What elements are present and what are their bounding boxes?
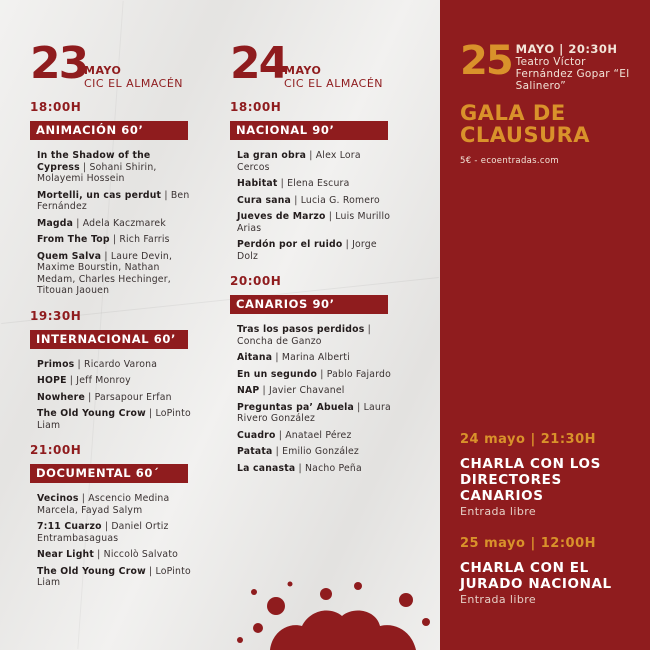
- film-entry: [237, 178, 395, 190]
- film-title: NAP: [237, 385, 260, 396]
- film-title: Preguntas pa’ Abuela: [237, 401, 355, 413]
- film-title: La gran obra: [237, 150, 307, 161]
- gala-venue: Teatro Víctor Fernández Gopar “El Salinero”: [515, 56, 630, 92]
- film-title: Primos: [37, 358, 75, 370]
- day-month: MAYO: [284, 64, 322, 77]
- session-time: 18:00H: [230, 100, 282, 114]
- sessions: [30, 100, 195, 589]
- film-entry: [237, 150, 395, 173]
- gala-ticket-info: 5€ - ecoentradas.com: [460, 156, 559, 166]
- film-entry: [237, 463, 395, 475]
- film-entry: [37, 566, 195, 589]
- film-entry: [237, 211, 395, 234]
- film-title: Perdón por el ruido: [237, 239, 343, 250]
- day-header: [230, 38, 395, 92]
- session-block: [230, 274, 395, 474]
- gala-title: GALA DE CLAUSURA: [460, 101, 591, 147]
- paint-splatter-decoration: [230, 570, 440, 650]
- film-entry: [237, 385, 395, 397]
- day-24-column: [230, 38, 395, 479]
- film-list: [237, 324, 395, 474]
- talk-directors: [460, 432, 640, 518]
- film-entry: [37, 375, 195, 387]
- film-entry: [37, 392, 195, 404]
- talk-title: CHARLA CON EL JURADO NACIONAL: [460, 560, 612, 592]
- section-bar: CANARIOS 90’: [230, 295, 388, 314]
- film-credit: | Ricardo Varona: [74, 358, 158, 370]
- film-entry: [237, 430, 395, 442]
- film-list: [237, 150, 395, 262]
- film-entry: [37, 408, 195, 431]
- film-credit: | Nacho Peña: [295, 462, 362, 474]
- day-venue: CIC EL ALMACÉN: [84, 77, 184, 90]
- film-credit: | Javier Chavanel: [259, 385, 345, 396]
- film-list: [37, 359, 195, 432]
- film-entry: [37, 251, 195, 297]
- session-block: [230, 100, 395, 262]
- film-entry: [237, 239, 395, 262]
- day-number: 24: [230, 38, 288, 89]
- film-title: The Old Young Crow: [37, 565, 146, 577]
- film-credit: | Rich Farris: [109, 234, 170, 245]
- film-credit: | Daniel Ortiz Entrambasaguas: [37, 521, 169, 544]
- film-credit: | Laura Rivero González: [237, 401, 391, 424]
- section-bar: DOCUMENTAL 60´: [30, 464, 188, 483]
- day-month: MAYO: [84, 64, 122, 77]
- film-credit: | Niccolò Salvato: [94, 549, 179, 560]
- film-credit: | Laure Devin, Maxime Bourstin, Nathan Medam, Charles Hechinger, Titouan Jaouen: [37, 250, 173, 296]
- film-credit: | Sohani Shirin, Molayemi Hossein: [37, 161, 157, 184]
- film-credit: | Emilio González: [272, 446, 359, 457]
- film-list: [37, 493, 195, 589]
- film-entry: [37, 359, 195, 371]
- film-credit: | Anatael Pérez: [275, 429, 352, 441]
- film-title: La canasta: [237, 462, 296, 474]
- section-bar: ANIMACIÓN 60’: [30, 121, 188, 140]
- sessions: [230, 100, 395, 474]
- film-entry: [237, 324, 395, 347]
- talk-entry: Entrada libre: [460, 593, 537, 606]
- film-entry: [37, 549, 195, 561]
- film-title: Vecinos: [37, 493, 79, 504]
- film-title: In the Shadow of the Cypress: [37, 150, 151, 173]
- talk-jury: [460, 536, 640, 606]
- film-credit: | Marina Alberti: [272, 352, 350, 363]
- film-credit: | Jeff Monroy: [66, 375, 131, 386]
- film-title: Jueves de Marzo: [237, 211, 326, 222]
- film-title: Patata: [237, 446, 273, 457]
- session-block: [30, 443, 195, 589]
- film-entry: [237, 352, 395, 364]
- film-credit: | LoPinto Liam: [37, 565, 191, 588]
- film-entry: [37, 150, 195, 185]
- gala-day-number: 25: [460, 38, 512, 84]
- film-title: En un segundo: [237, 368, 318, 380]
- film-list: [37, 150, 195, 297]
- film-credit: | Parsapour Erfan: [84, 391, 172, 403]
- film-title: Nowhere: [37, 391, 85, 403]
- film-entry: [237, 402, 395, 425]
- film-title: HOPE: [37, 375, 67, 386]
- session-time: 20:00H: [230, 274, 282, 288]
- film-credit: | Concha de Ganzo: [237, 324, 371, 347]
- film-credit: | Alex Lora Cercos: [237, 150, 361, 173]
- film-entry: [37, 218, 195, 230]
- section-bar: NACIONAL 90’: [230, 121, 388, 140]
- film-credit: | Luis Murillo Arias: [237, 211, 391, 234]
- film-entry: [37, 190, 195, 213]
- film-credit: | Jorge Dolz: [237, 239, 377, 262]
- film-entry: [237, 195, 395, 207]
- gala-block: [460, 40, 640, 166]
- day-number: 23: [30, 38, 88, 89]
- film-entry: [237, 369, 395, 381]
- film-entry: [37, 493, 195, 516]
- film-title: Near Light: [37, 549, 95, 560]
- session-block: [30, 100, 195, 297]
- film-title: Mortelli, un cas perdut: [37, 189, 162, 201]
- film-credit: | Pablo Fajardo: [317, 368, 392, 380]
- talk-entry: Entrada libre: [460, 505, 537, 518]
- film-credit: | Elena Escura: [277, 178, 350, 189]
- film-title: Aitana: [237, 352, 273, 363]
- film-credit: | Ben Fernández: [37, 189, 190, 212]
- talk-date: 24 mayo | 21:30H: [460, 432, 597, 447]
- gala-time: MAYO | 20:30H: [515, 42, 618, 56]
- film-entry: [37, 234, 195, 246]
- film-title: Habitat: [237, 178, 278, 189]
- talk-title: CHARLA CON LOS DIRECTORES CANARIOS: [460, 456, 601, 504]
- film-credit: | Adela Kaczmarek: [73, 217, 166, 229]
- talk-date: 25 mayo | 12:00H: [460, 536, 597, 551]
- day-23-column: [30, 38, 195, 594]
- film-credit: | Ascencio Medina Marcela, Fayad Salym: [37, 493, 170, 516]
- session-block: [30, 309, 195, 432]
- film-title: 7:11 Cuarzo: [37, 521, 102, 532]
- film-title: The Old Young Crow: [37, 408, 146, 419]
- film-title: Tras los pasos perdidos: [237, 324, 365, 335]
- film-credit: | LoPinto Liam: [37, 408, 191, 431]
- film-credit: | Lucia G. Romero: [291, 194, 380, 206]
- film-title: Magda: [37, 217, 74, 229]
- day-header: [30, 38, 195, 92]
- film-entry: [237, 446, 395, 458]
- film-title: From The Top: [37, 234, 110, 245]
- section-bar: INTERNACIONAL 60’: [30, 330, 188, 349]
- session-time: 19:30H: [30, 308, 82, 323]
- film-title: Cura sana: [237, 194, 292, 206]
- session-time: 18:00H: [30, 100, 82, 114]
- film-title: Cuadro: [237, 429, 276, 441]
- film-entry: [37, 521, 195, 544]
- day-venue: CIC EL ALMACÉN: [284, 77, 384, 90]
- session-time: 21:00H: [30, 443, 82, 457]
- film-title: Quem Salva: [37, 250, 102, 262]
